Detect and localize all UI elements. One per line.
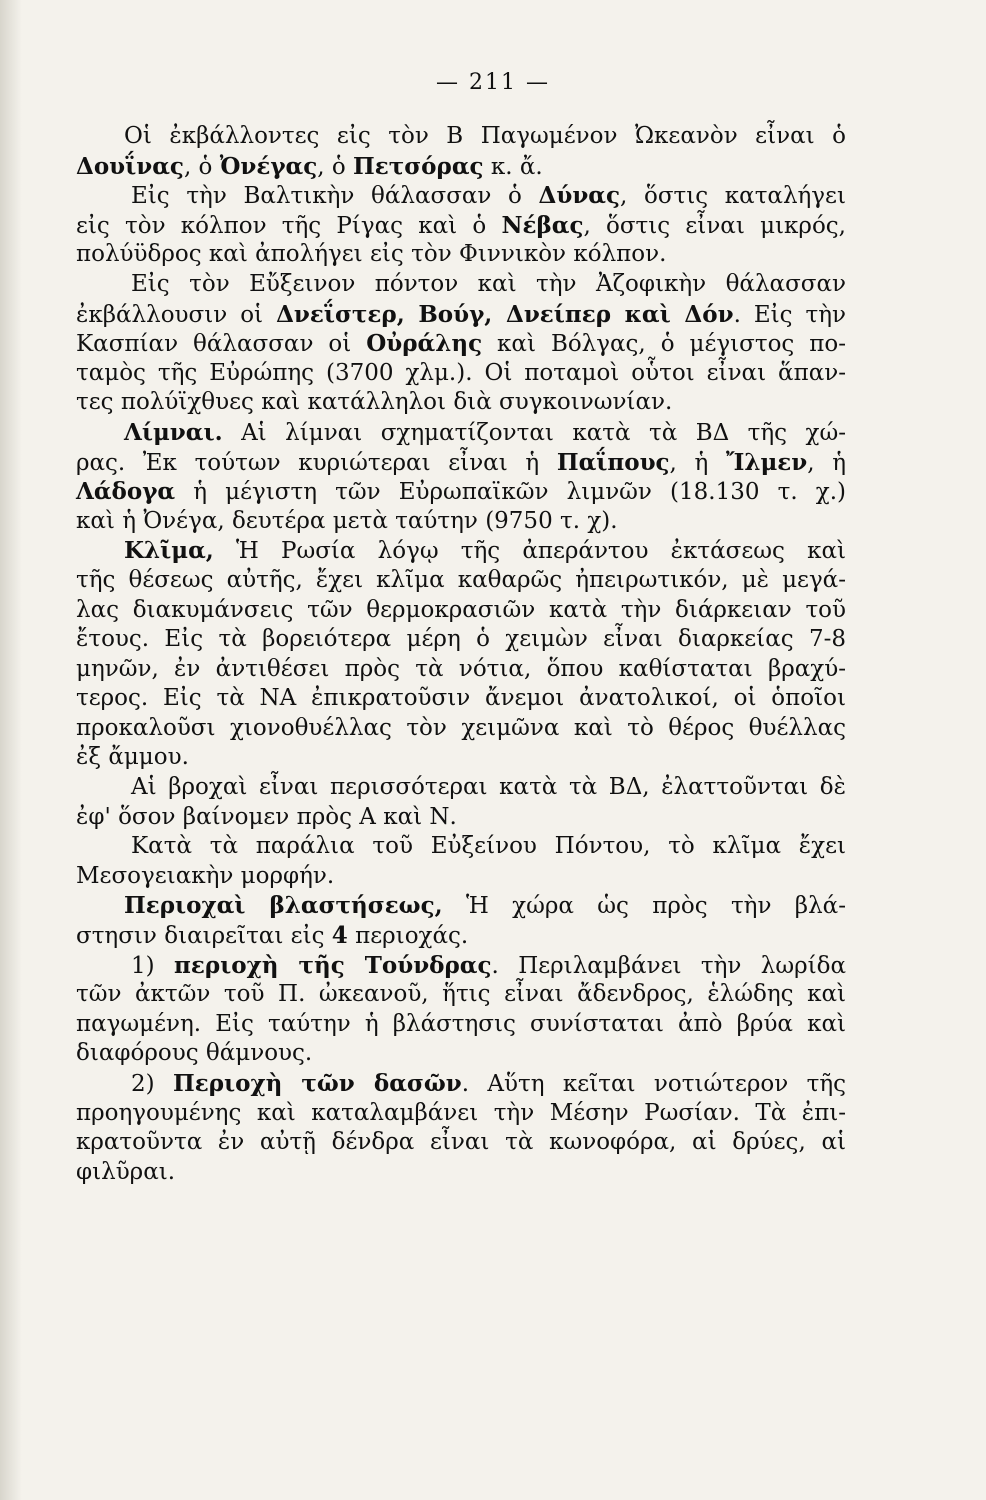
text-line [76, 329, 846, 359]
line-text: Ἡ χώρα ὡς πρὸς τὴν βλά- [442, 893, 846, 920]
text-line [76, 388, 846, 418]
text-line [76, 477, 846, 507]
bold-term: Λάδογα [76, 478, 176, 506]
text-line [76, 743, 846, 773]
text-line [76, 566, 846, 596]
line-text: . Αὕτη κεῖται νοτιώτερον τῆς [461, 1071, 847, 1097]
page-number: — 211 — [436, 70, 550, 95]
text-line [76, 773, 846, 803]
page-edge-shadow [0, 0, 22, 1500]
line-text: μηνῶν, ἐν ἀντιθέσει πρὸς τὰ νότια, ὅπου καθίσταται βραχύ- [76, 655, 846, 682]
line-text: καὶ Βόλγας, ὁ μέγιστος πο- [482, 331, 846, 358]
text-line [76, 1128, 846, 1158]
text-line [76, 596, 846, 626]
text-line [76, 181, 846, 211]
text-line [76, 240, 846, 270]
line-text: διαφόρους θάμνους. [76, 1040, 313, 1067]
bold-term: Κλῖμα, [124, 537, 214, 565]
text-line [76, 536, 846, 566]
line-text: Ἡ Ρωσία λόγῳ τῆς ἀπεράντου ἐκτάσεως καὶ [213, 538, 846, 565]
text-line [76, 270, 846, 300]
bold-term: Δνεΐστερ, Βούγ, Δνείπερ καὶ Δόν [276, 300, 734, 328]
line-text: λας διακυμάνσεις τῶν θερμοκρασιῶν κατὰ τὴν διάρκειαν τοῦ [76, 596, 846, 623]
text-line [76, 625, 846, 655]
text-line [76, 1010, 846, 1040]
line-text: κ. ἄ. [483, 153, 543, 180]
line-text: Αἱ λίμναι σχηματίζονται κατὰ τὰ ΒΔ τῆς χώ- [222, 419, 846, 446]
line-text: τῆς θέσεως αὐτῆς, ἔχει κλῖμα καθαρῶς ἠπειρωτικόν, μὲ μεγά- [76, 566, 846, 593]
bold-term: περιοχὴ τῆς Τούνδρας [174, 951, 492, 979]
bold-term: Περιοχαὶ βλαστήσεως, [124, 892, 443, 920]
text-line [76, 1158, 846, 1188]
line-text: ἐκβάλλουσιν οἱ [76, 301, 277, 328]
line-text: τερος. Εἰς τὰ ΝΑ ἐπικρατοῦσιν ἄνεμοι ἀνατολικοί, οἱ ὁποῖοι [76, 685, 846, 712]
line-text: παγωμένη. Εἰς ταύτην ἡ βλάστησις συνίσταται ἀπὸ βρύα καὶ [76, 1010, 846, 1037]
text-line [76, 359, 846, 389]
line-text: τες πολύϊχθυες καὶ κατάλληλοι διὰ συγκοινωνίαν. [76, 389, 673, 416]
text-line [76, 418, 846, 448]
bold-term: Οὐράλης [366, 330, 483, 358]
text-line [76, 152, 846, 182]
line-text: ἡ μέγιστη τῶν Εὐρωπαϊκῶν λιμνῶν (18.130 τ. χ.) [175, 479, 846, 506]
line-text: , ἡ [807, 449, 846, 476]
text-line [76, 891, 846, 921]
line-text: προηγουμένης καὶ καταλαμβάνει τὴν Μέσην Ρωσίαν. Τὰ ἐπι- [76, 1099, 846, 1126]
line-text: 1) [131, 952, 174, 979]
line-text: , ὁ [317, 153, 354, 180]
line-text: , ὁ [183, 153, 220, 180]
line-text: 2) [131, 1071, 174, 1097]
text-line [76, 1069, 846, 1099]
line-text: , ὅστις εἶναι μικρός, [583, 212, 846, 239]
text-line [76, 1099, 846, 1129]
line-text: ἔτους. Εἰς τὰ βορειότερα μέρη ὁ χειμὼν εἶναι διαρκείας 7-8 [76, 626, 846, 653]
text-line [76, 714, 846, 744]
text-line [76, 862, 846, 892]
text-line [76, 684, 846, 714]
text-line [76, 803, 846, 833]
text-line [76, 951, 846, 981]
line-text: , ὅστις καταλήγει [620, 183, 846, 210]
line-text: στησιν διαιρεῖται εἰς [76, 923, 332, 950]
text-line [76, 1039, 846, 1069]
bold-term: Λίμναι. [124, 418, 223, 446]
line-text: προκαλοῦσι χιονοθυέλλας τὸν χειμῶνα καὶ τὸ θέρος θυέλλας [76, 714, 846, 741]
line-text: ἐφ' ὅσον βαίνομεν πρὸς Α καὶ Ν. [76, 803, 457, 830]
line-text: Κασπίαν θάλασσαν οἱ [76, 331, 367, 358]
text-line [76, 211, 846, 241]
text-line [76, 122, 846, 152]
line-text: ἐξ ἄμμου. [76, 744, 189, 771]
text-line [76, 507, 846, 537]
body-text [76, 122, 846, 1187]
line-text: τῶν ἀκτῶν τοῦ Π. ὠκεανοῦ, ἥτις εἶναι ἄδενδρος, ἑλώδης καὶ [76, 981, 846, 1008]
line-text: Μεσογειακὴν μορφήν. [76, 862, 335, 889]
line-text: Εἰς τὴν Βαλτικὴν θάλασσαν ὁ [131, 183, 539, 210]
line-text: Εἰς τὸν Εὔξεινον πόντον καὶ τὴν Ἀζοφικὴν θάλασσαν [131, 270, 846, 297]
bold-term: Δύνας [538, 182, 621, 210]
text-line [76, 448, 846, 478]
line-text: Αἱ βροχαὶ εἶναι περισσότεραι κατὰ τὰ ΒΔ, ἐλαττοῦνται δὲ [131, 774, 846, 801]
line-text: κρατοῦντα ἐν αὐτῇ δένδρα εἶναι τὰ κωνοφόρα, αἱ δρύες, αἱ [76, 1129, 846, 1156]
line-text: περιοχάς. [347, 923, 469, 950]
bold-term: 4 [331, 922, 348, 950]
line-text: καὶ ἡ Ὀνέγα, δευτέρα μετὰ ταύτην (9750 τ. χ). [76, 507, 618, 534]
text-line [76, 832, 846, 862]
line-text: Κατὰ τὰ παράλια τοῦ Εὐξείνου Πόντου, τὸ κλῖμα ἔχει [131, 833, 846, 860]
line-text: . Περιλαμβάνει τὴν λωρίδα [491, 952, 846, 979]
line-text: , ἡ [669, 449, 726, 476]
text-line [76, 921, 846, 951]
bold-term: Ἴλμεν [725, 448, 808, 476]
bold-term: Νέβας [501, 211, 584, 239]
line-text: πολύϋδρος καὶ ἀπολήγει εἰς τὸν Φιννικὸν κόλπον. [76, 241, 667, 268]
text-line [76, 300, 846, 330]
bold-term: Ὀνέγας [219, 152, 318, 180]
bold-term: Παΐπους [556, 448, 670, 476]
bold-term: Περιοχὴ τῶν δασῶν [173, 1070, 462, 1097]
text-line [76, 980, 846, 1010]
bold-term: Δουΐνας [76, 152, 184, 180]
line-text: φιλῦραι. [76, 1158, 176, 1185]
line-text: . Εἰς τὴν [733, 301, 847, 328]
bold-term: Πετσόρας [353, 152, 484, 180]
line-text: εἰς τὸν κόλπον τῆς Ρίγας καὶ ὁ [76, 212, 502, 239]
line-text: ταμὸς τῆς Εὐρώπης (3700 χλμ.). Οἱ ποταμοὶ οὗτοι εἶναι ἅπαν- [76, 359, 846, 386]
line-text: Οἱ ἐκβάλλοντες εἰς τὸν Β Παγωμένον Ὠκεανὸν εἶναι ὁ [124, 123, 846, 149]
line-text: ρας. Ἐκ τούτων κυριώτεραι εἶναι ἡ [76, 449, 557, 476]
text-line [76, 655, 846, 685]
